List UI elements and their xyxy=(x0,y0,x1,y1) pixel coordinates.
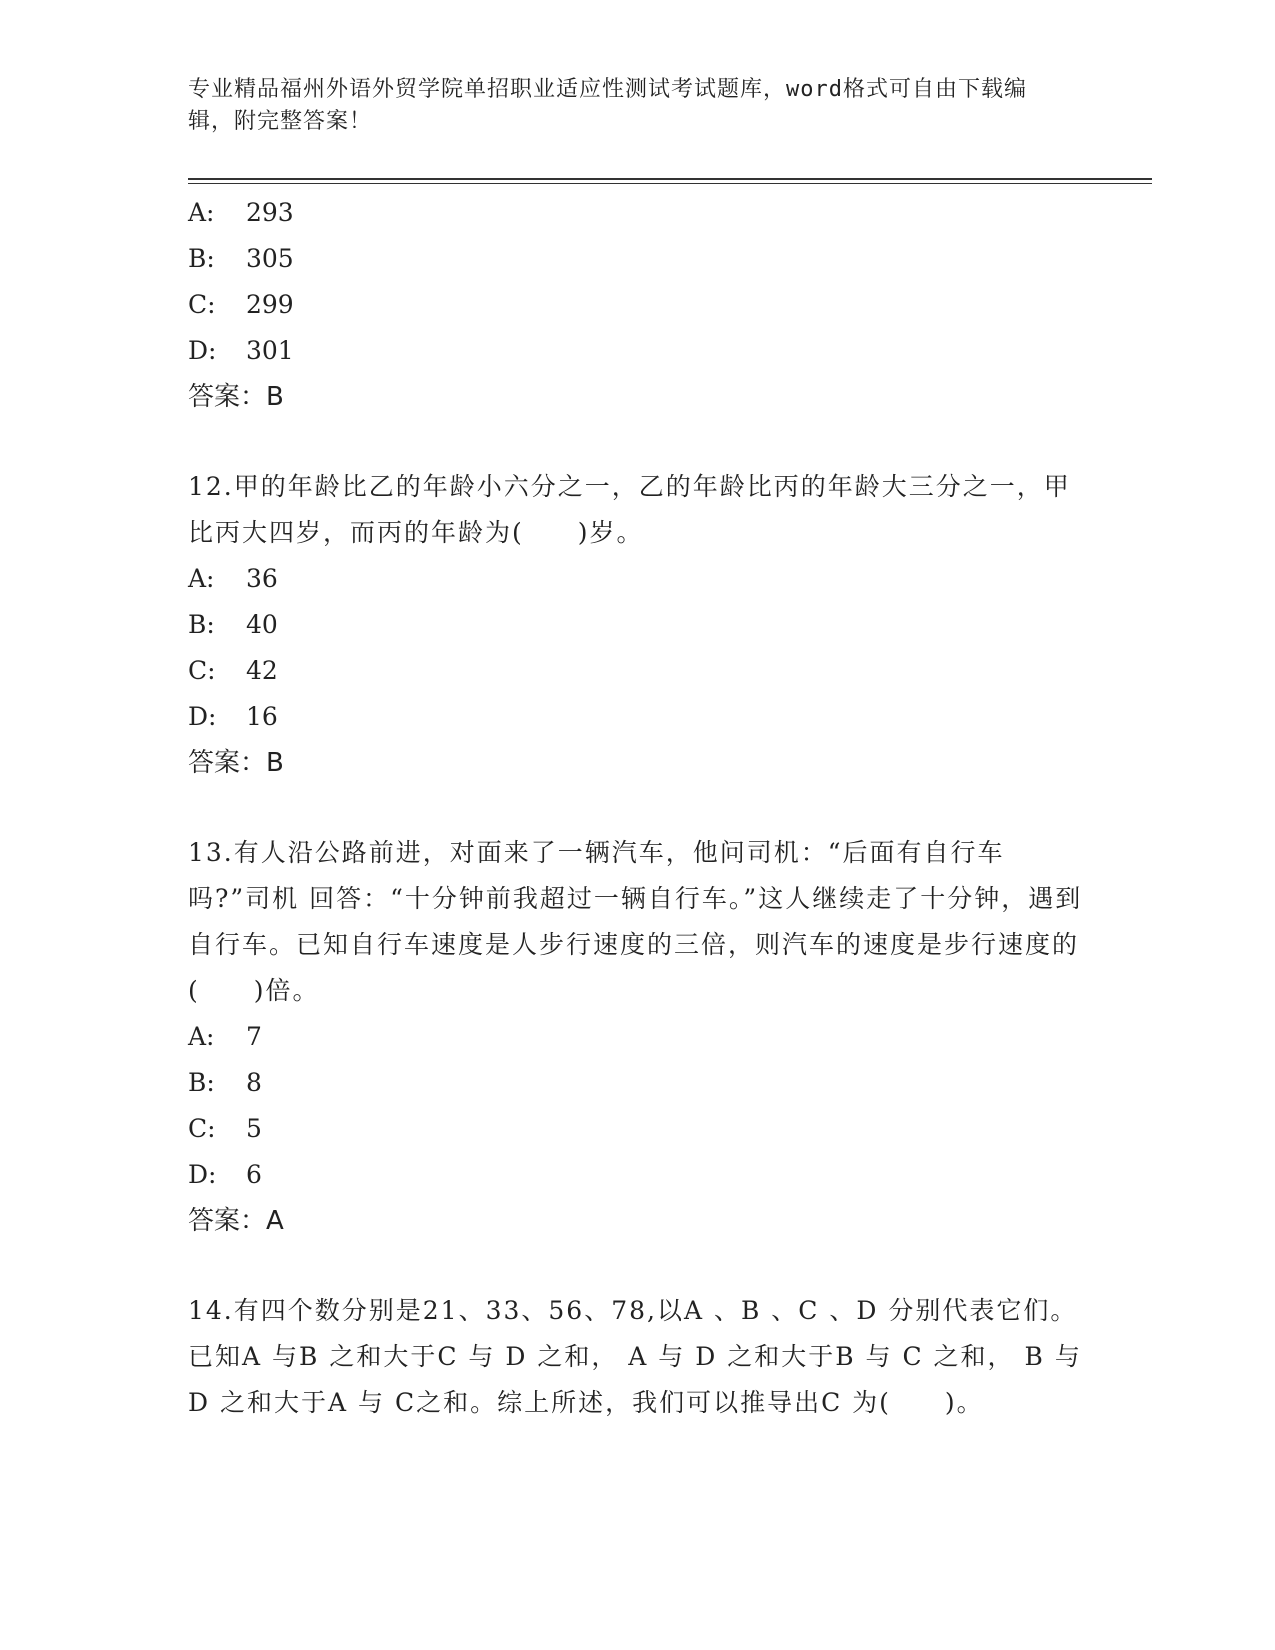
option-b: B: 40 xyxy=(188,610,278,639)
question-block-12 xyxy=(188,464,1088,786)
document-header: 专业精品福州外语外贸学院单招职业适应性测试考试题库，word格式可自由下载编辑，附完整答案！ xyxy=(188,77,1027,134)
option-c: C: 42 xyxy=(188,656,278,685)
answer-line: 答案：B xyxy=(188,382,284,412)
option-d: D: 16 xyxy=(188,702,278,731)
option-a: A: 36 xyxy=(188,564,278,593)
question-text: 13.有人沿公路前进，对面来了一辆汽车，他问司机：“后面有自行车吗?”司机 回答：“十分钟前我超过一辆自行车。”这人继续走了十分钟，遇到自行车。已知自行车速度是人步行速度的三倍，则汽车的速度是步行速度的( )倍。 xyxy=(188,838,1083,1005)
option-a: A: 7 xyxy=(188,1022,262,1051)
option-c: C: 5 xyxy=(188,1114,262,1143)
option-a: A: 293 xyxy=(188,198,294,227)
header-rule-thick xyxy=(188,178,1152,180)
question-text: 14.有四个数分别是21、33、56、78,以A 、B 、C 、D 分别代表它们。已知A 与B 之和大于C 与 D 之和， A 与 D 之和大于B 与 C 之和， B 与 D 之和大于A 与 C之和。综上所述，我们可以推导出C 为( )。 xyxy=(188,1296,1082,1417)
question-list xyxy=(188,190,1088,1426)
option-c: C: 299 xyxy=(188,290,294,319)
option-d: D: 6 xyxy=(188,1160,262,1189)
question-block-13 xyxy=(188,830,1088,1244)
option-d: D: 301 xyxy=(188,336,294,365)
answer-line: 答案：A xyxy=(188,1206,284,1236)
header-rule-thin xyxy=(188,183,1152,184)
question-block-14 xyxy=(188,1288,1088,1426)
option-b: B: 8 xyxy=(188,1068,262,1097)
option-b: B: 305 xyxy=(188,244,294,273)
answer-line: 答案：B xyxy=(188,748,284,778)
question-block-11 xyxy=(188,190,1088,420)
question-text: 12.甲的年龄比乙的年龄小六分之一，乙的年龄比丙的年龄大三分之一，甲比丙大四岁，而丙的年龄为( )岁。 xyxy=(188,472,1071,547)
